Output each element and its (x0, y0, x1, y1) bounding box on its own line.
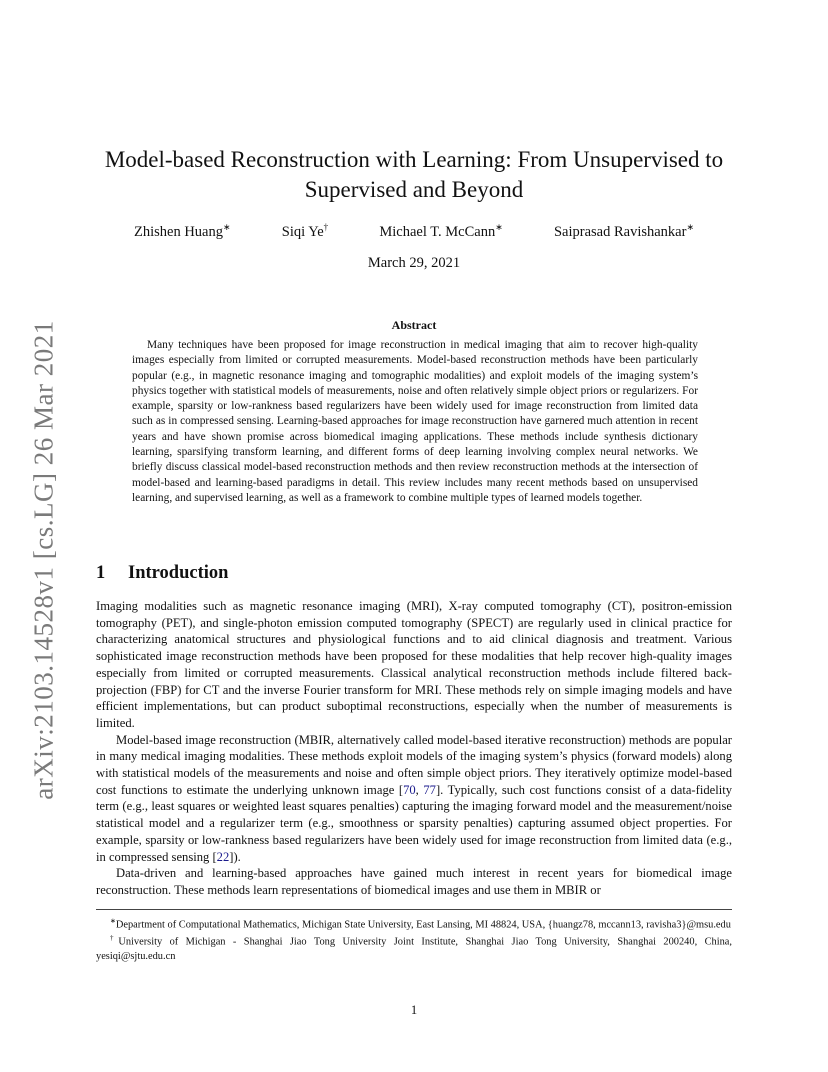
page-number: 1 (410, 1003, 418, 1017)
author: Saiprasad Ravishankar∗ (553, 222, 694, 240)
abstract-heading: Abstract (391, 318, 437, 332)
author: Michael T. McCann∗ (379, 222, 503, 240)
citation-link[interactable]: 70 (403, 782, 416, 797)
footnote: †University of Michigan - Shanghai Jiao Tong University Joint Institute, Shanghai Jiao Tong University, Shanghai 200240, China, yesiqi@sjtu.edu.cn (96, 934, 733, 962)
paper-title: Model-based Reconstruction with Learning: From Unsupervised to Supervised and Beyond (104, 147, 724, 202)
author: Zhishen Huang∗ (134, 222, 231, 240)
footnote: ∗Department of Computational Mathematics, Michigan State University, East Lansing, MI 48824, USA, {huangz78, mccann13, ravisha3}@msu.edu (110, 917, 731, 931)
introduction-body (96, 598, 732, 899)
section-title: Introduction (128, 563, 229, 583)
section-number: 1 (96, 563, 106, 583)
paragraph: Imaging modalities such as magnetic resonance imaging (MRI), X-ray computed tomography (CT), positron-emission tomography (PET), and single-photon emission computed tomography (SPECT) are regularly used in clinical practice for characterizing anatomical structures and physiological functions and to aid clinical diagnosis and treatment. Various sophisticated image reconstruction methods have been proposed for these modalities that help recover high-quality images especially from limited or corrupted measurements. Classical analytical reconstruction methods include filtered back-projection (FBP) for CT and the inverse Fourier transform for MRI. These methods rely on simple imaging models and have efficient implementations, but can product suboptimal reconstructions, especially when the number of measurements is limited. (96, 599, 732, 730)
arxiv-identifier-stamp: arXiv:2103.14528v1 [cs.LG] 26 Mar 2021 (28, 320, 59, 800)
citation-link[interactable]: 77 (423, 782, 436, 797)
section-heading-introduction (96, 563, 228, 584)
paragraph: Data-driven and learning-based approaches have gained much interest in recent years for biomedical image reconstruction. These methods learn representations of biomedical images and use them in MBIR or (96, 866, 732, 897)
author: Siqi Ye† (281, 222, 329, 240)
author-list (96, 222, 732, 241)
paragraph: Model-based image reconstruction (MBIR, alternatively called model-based iterative reconstruction) methods are popular in many medical imaging modalities. These methods exploit models of the imaging system’s physics (forward models) along with statistical models of the measurements and noise and often simple object priors. They iteratively optimize model-based cost functions to estimate the underlying unknown image [70, 77]. Typically, such cost functions consist of a data-fidelity term (e.g., least squares or weighted least squares penalties) capturing the imaging forward model and the measurement/noise statistical model and a regularizer term (e.g., smoothness or sparsity penalties) capturing assumed object properties. For example, sparsity or low-rankness based regularizers have been widely used for image reconstruction from limited data (e.g., in compressed sensing [22]). (96, 732, 733, 864)
abstract-text: Many techniques have been proposed for image reconstruction in medical imaging that aim to recover high-quality images especially from limited or corrupted measurements. Model-based reconstruction methods have been particularly popular (e.g., in magnetic resonance imaging and tomographic modalities) and exploit models of the imaging system’s physics together with statistical models of measurements, noise and often relatively simple object priors or regularizers. For example, sparsity or low-rankness based regularizers have been widely used for image reconstruction from limited data such as in compressed sensing. Learning-based approaches for image reconstruction have garnered much attention in recent years and have shown promise across biomedical imaging applications. These methods include synthesis dictionary learning, sparsifying transform learning, and different forms of deep learning involving complex neural networks. We briefly discuss classical model-based reconstruction methods and then review reconstruction methods at the intersection of model-based and learning-based paradigms in detail. This review includes many recent methods based on unsupervised learning, and supervised learning, as well as a framework to combine multiple types of learned models together. (132, 339, 698, 504)
citation-link[interactable]: 22 (216, 849, 230, 864)
footnotes (96, 909, 732, 963)
publication-date: March 29, 2021 (367, 255, 461, 271)
